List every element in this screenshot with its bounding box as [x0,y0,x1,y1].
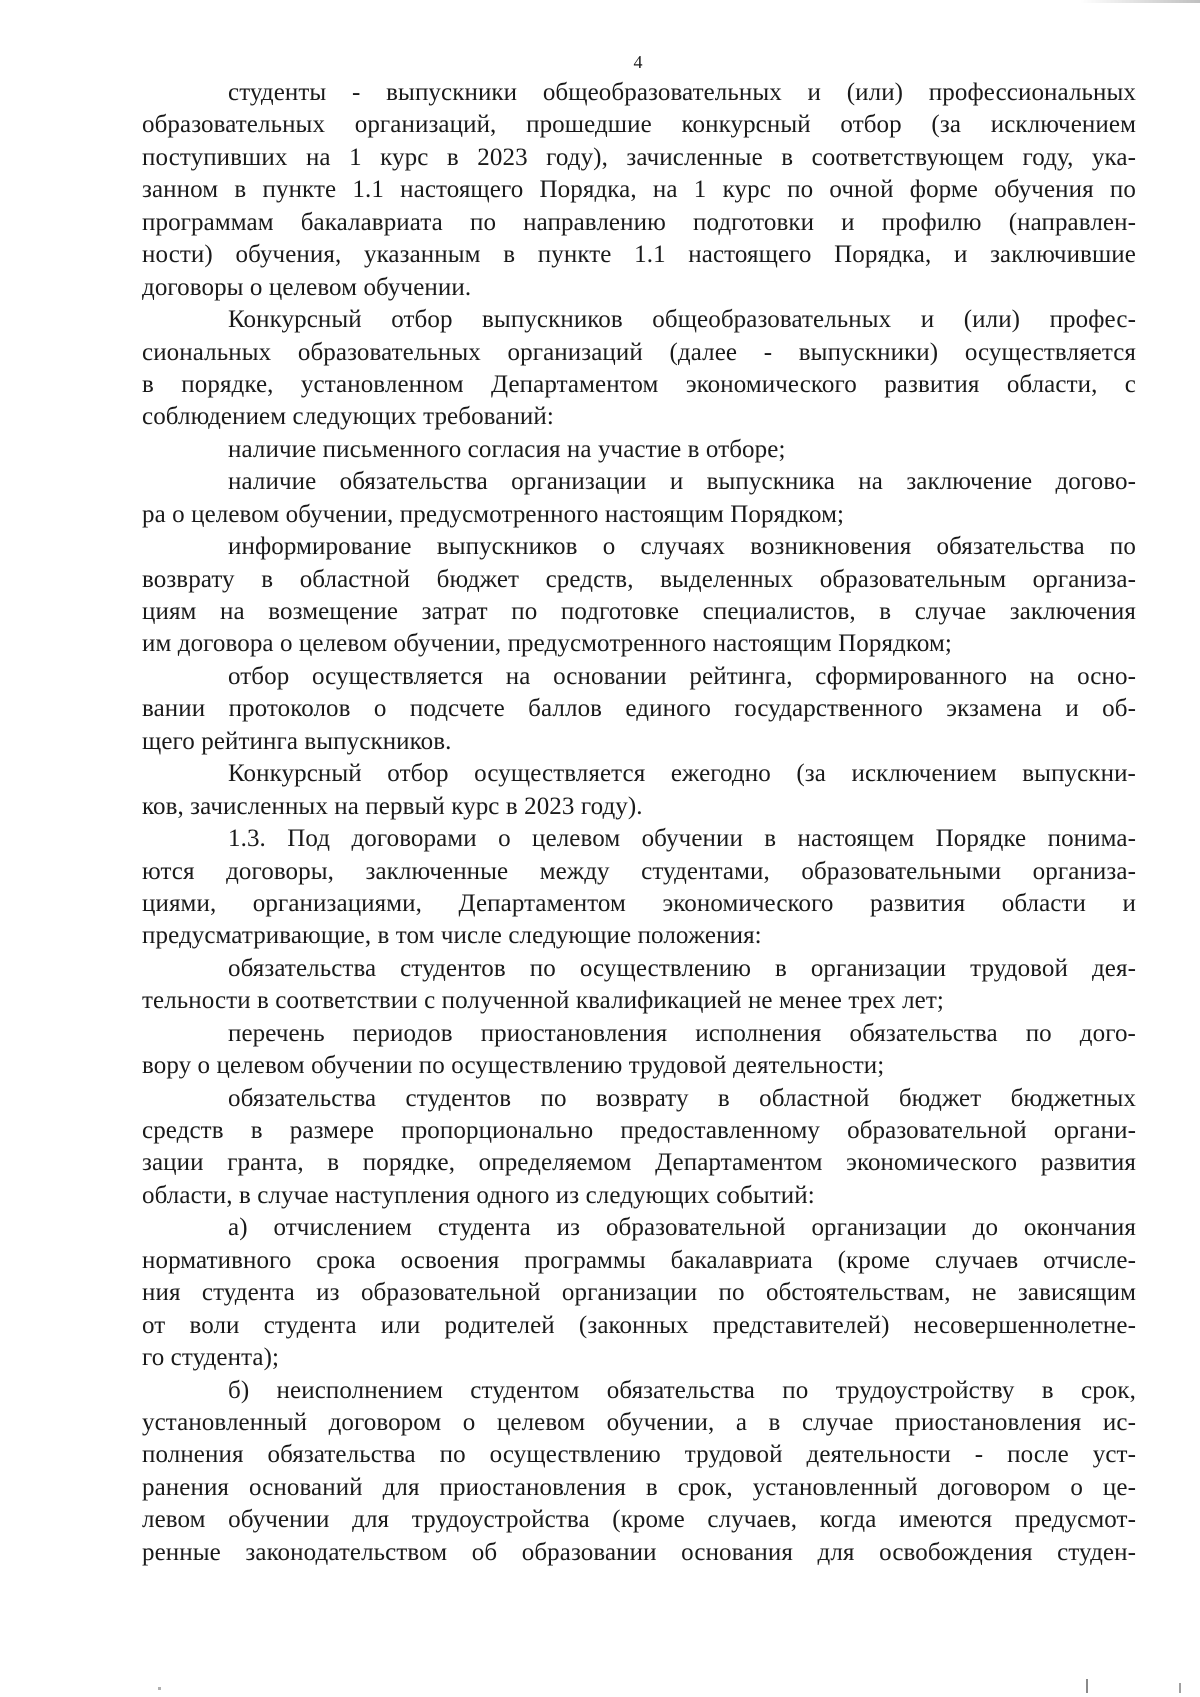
text-line: занном в пункте 1.1 настоящего Порядка, на 1 курс по очной форме обучения по [142,176,1136,204]
text-line: вании протоколов о подсчете баллов единого государственного экзамена и об- [142,695,1136,723]
text-line: отбор осуществляется на основании рейтинга, сформированного на осно- [228,662,1136,690]
text-line: средств в размере пропорционально предоставленному образовательной органи- [142,1117,1136,1144]
text-line: им договора о целевом обучении, предусмотренного настоящим Порядком; [142,630,952,658]
scan-artifact-bottom-right [1086,1679,1088,1693]
text-line: ренные законодательством об образовании основания для освобождения студен- [142,1538,1136,1566]
text-line: установленный договором о целевом обучении, а в случае приостановления ис- [142,1408,1136,1436]
text-line: Конкурсный отбор выпускников общеобразовательных и (или) профес- [228,306,1136,334]
text-line: перечень периодов приостановления исполнения обязательства по дого- [228,1019,1136,1047]
text-line: программам бакалавриата по направлению подготовки и профилю (направлен- [142,208,1136,236]
text-line: возврату в областной бюджет средств, выделенных образовательным организа- [142,565,1136,593]
text-line: ра о целевом обучении, предусмотренного настоящим Порядком; [142,500,845,528]
text-line: соблюдением следующих требований: [142,403,554,431]
text-line: области, в случае наступления одного из следующих событий: [142,1181,815,1209]
text-line: в порядке, установленном Департаментом экономического развития области, с [142,370,1136,398]
scan-artifact-bottom-corner [1179,1683,1181,1693]
text-line: 1.3. Под договорами о целевом обучении в настоящем Порядке понима- [228,825,1136,853]
text-line: ности) обучения, указанным в пункте 1.1 настоящего Порядка, и заключившие [142,241,1136,269]
text-line: ранения оснований для приостановления в срок, установленный договором о це- [142,1473,1136,1501]
text-line: студенты - выпускники общеобразовательных и (или) профессиональных [228,79,1136,106]
text-line: договоры о целевом обучении. [142,273,472,301]
text-line: циям на возмещение затрат по подготовке специалистов, в случае заключения [142,598,1136,625]
text-line: наличие обязательства организации и выпускника на заключение догово- [228,468,1136,496]
text-line: ков, зачисленных на первый курс в 2023 году). [142,792,643,820]
text-line: б) неисполнением студентом обязательства по трудоустройству в срок, [228,1376,1136,1404]
text-line: полнения обязательства по осуществлению трудовой деятельности - после уст- [142,1441,1136,1469]
text-line: нормативного срока освоения программы бакалавриата (кроме случаев отчисле- [142,1246,1136,1274]
scan-artifact-bottom-left [158,1687,161,1690]
document-body [142,77,1136,1569]
text-line: сиональных образовательных организаций (далее - выпускники) осуществляется [142,338,1136,366]
text-line: тельности в соответствии с полученной квалификацией не менее трех лет; [142,987,944,1015]
text-line: поступивших на 1 курс в 2023 году), зачисленные в соответствующем году, ука- [142,143,1136,171]
page-number: 4 [633,52,643,72]
text-line: зации гранта, в порядке, определяемом Департаментом экономического развития [142,1149,1136,1177]
text-line: информирование выпускников о случаях возникновения обязательства по [228,533,1136,561]
text-line: го студента); [142,1344,280,1372]
text-line: наличие письменного согласия на участие в отборе; [228,435,786,463]
text-line: левом обучении для трудоустройства (кроме случаев, когда имеются предусмот- [142,1506,1136,1534]
text-line: предусматривающие, в том числе следующие положения: [142,922,762,950]
text-line: циями, организациями, Департаментом экономического развития области и [142,889,1136,917]
text-line: а) отчислением студента из образовательной организации до окончания [228,1214,1136,1242]
text-line: от воли студента или родителей (законных представителей) несовершеннолетне- [142,1311,1136,1339]
text-line: обязательства студентов по возврату в областной бюджет бюджетных [228,1084,1136,1112]
text-line: вору о целевом обучении по осуществлению трудовой деятельности; [142,1052,885,1080]
text-line: Конкурсный отбор осуществляется ежегодно (за исключением выпускни- [228,760,1136,788]
text-line: ния студента из образовательной организации по обстоятельствам, не зависящим [142,1279,1136,1307]
text-line: ются договоры, заключенные между студентами, образовательными организа- [142,857,1136,885]
text-line: образовательных организаций, прошедшие конкурсный отбор (за исключением [142,111,1136,139]
text-line: щего рейтинга выпускников. [142,727,452,755]
text-line: обязательства студентов по осуществлению в организации трудовой дея- [228,954,1136,982]
scan-artifact-top [1080,0,1200,3]
